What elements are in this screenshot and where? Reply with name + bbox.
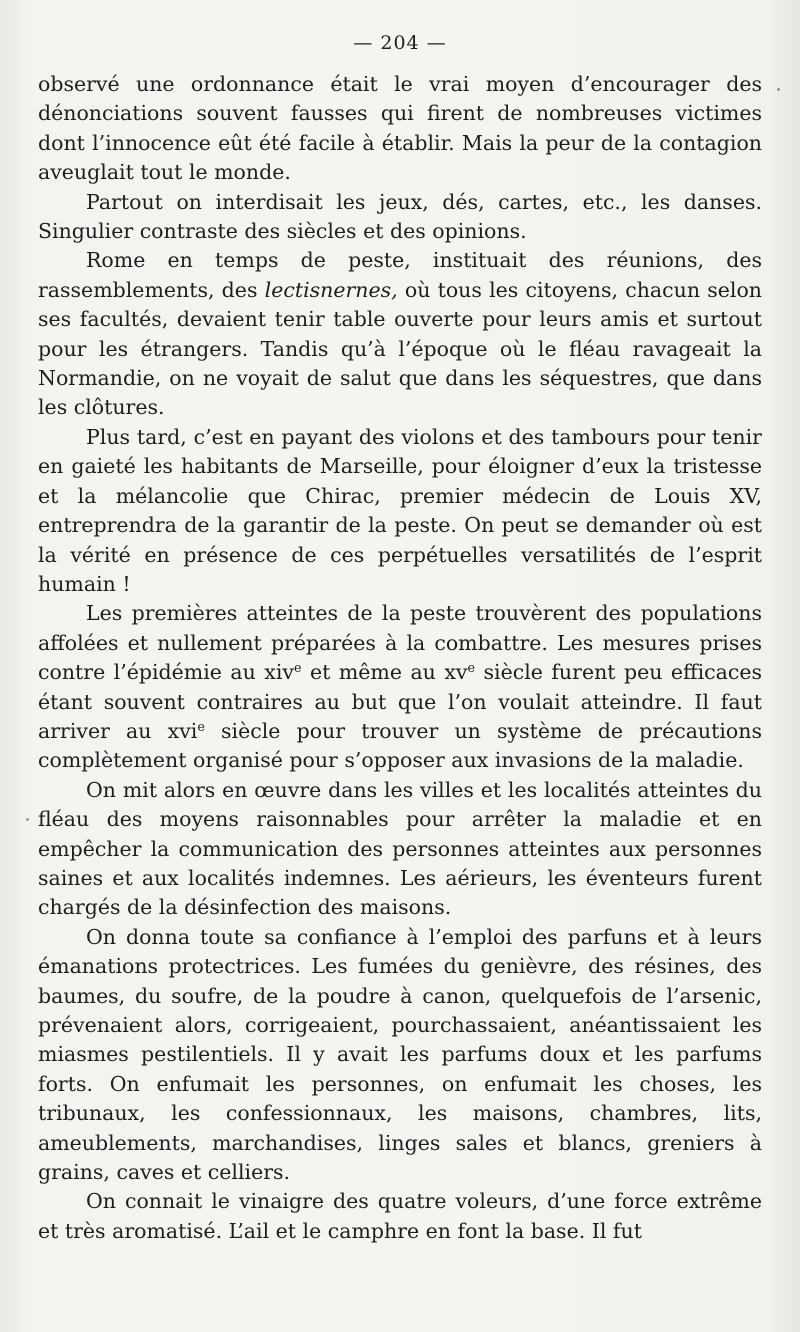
text-run: On mit alors en œuvre dans les villes et les localités atteintes du fléau des moyens raisonnables pour arrêter la maladie et en empêcher la communication des personnes atteintes aux personnes saines et aux localités indemnes. Les aérieurs, les éventeurs furent chargés de la désinfection des maisons. bbox=[38, 777, 762, 920]
paragraph bbox=[38, 423, 762, 599]
text-run: Partout on interdisait les jeux, dés, cartes, etc., les danses. Singulier contraste des siècles et des opinions. bbox=[38, 189, 762, 244]
paragraph bbox=[38, 1187, 762, 1246]
page-number: — 204 — bbox=[353, 32, 447, 54]
margin-speck bbox=[26, 818, 29, 821]
superscript: e bbox=[197, 718, 205, 734]
superscript: e bbox=[467, 660, 476, 676]
text-run: observé une ordonnance était le vrai moyen d’encourager des dénonciations souvent fausses qui firent de nombreuses victimes dont l’innocence eût été facile à établir. Mais la peur de la contagion aveuglait tout le monde. bbox=[38, 72, 762, 185]
italic-text: lectisnernes, bbox=[264, 277, 398, 302]
margin-speck bbox=[777, 88, 780, 91]
text-run: On connait le vinaigre des quatre voleurs, d’une force extrême et très aromatisé. L’ail et le camphre en font la base. Il fut bbox=[38, 1189, 762, 1243]
text-run: Les premières atteintes de la peste trouvèrent des populations affolées et nullement préparées à la combattre. Les mesures prises contre l’épidémie au xiv bbox=[38, 601, 762, 685]
paragraph bbox=[38, 246, 762, 422]
text-run: siècle furent peu efficaces étant souvent contraires au but que l’on voulait atteindre. Il faut arriver au xvi bbox=[38, 660, 762, 743]
text-run: où tous les citoyens, chacun selon ses facultés, devaient tenir table ouverte pour leurs amis et surtout pour les étrangers. Tandis qu’à l’époque où le fléau ravageait la Normandie, on ne voyait de salut que dans les séquestres, que dans les clôtures. bbox=[38, 277, 762, 420]
paragraph bbox=[38, 776, 762, 923]
text-run: Plus tard, c’est en payant des violons et des tambours pour tenir en gaieté les habitants de Marseille, pour éloigner d’eux la tristesse et la mélancolie que Chirac, premier médecin de Louis XV, entreprendra de la garantir de la peste. On peut se demander où est la vérité en présence de ces perpétuelles versatilités de l’esprit humain ! bbox=[38, 424, 762, 596]
paragraph bbox=[38, 188, 762, 247]
paragraph bbox=[38, 70, 762, 188]
text-run: On donna toute sa confiance à l’emploi des parfuns et à leurs émanations protectrices. Les fumées du genièvre, des résines, des baumes, du soufre, de la poudre à canon, quelquefois de l’arsenic, prévenaient alors, corrigeaient, pourchassaient, anéantissaient les miasmes pestilentiels. Il y avait les parfums doux et les parfums forts. On enfumait les personnes, on enfumait les choses, les tribunaux, les confessionnaux, les maisons, chambres, lits, ameublements, marchandises, linges sales et blancs, greniers à grains, caves et celliers. bbox=[38, 924, 762, 1185]
body-text bbox=[38, 70, 762, 1246]
text-run: et même au xv bbox=[301, 660, 468, 685]
text-run: Rome en temps de peste, instituait des réunions, des rassemblements, des bbox=[38, 248, 762, 302]
text-run: siècle pour trouver un système de précautions complètement organisé pour s’opposer aux invasions de la maladie. bbox=[38, 718, 762, 773]
paragraph bbox=[38, 923, 762, 1188]
paragraph bbox=[38, 599, 762, 775]
superscript: e bbox=[294, 660, 302, 676]
